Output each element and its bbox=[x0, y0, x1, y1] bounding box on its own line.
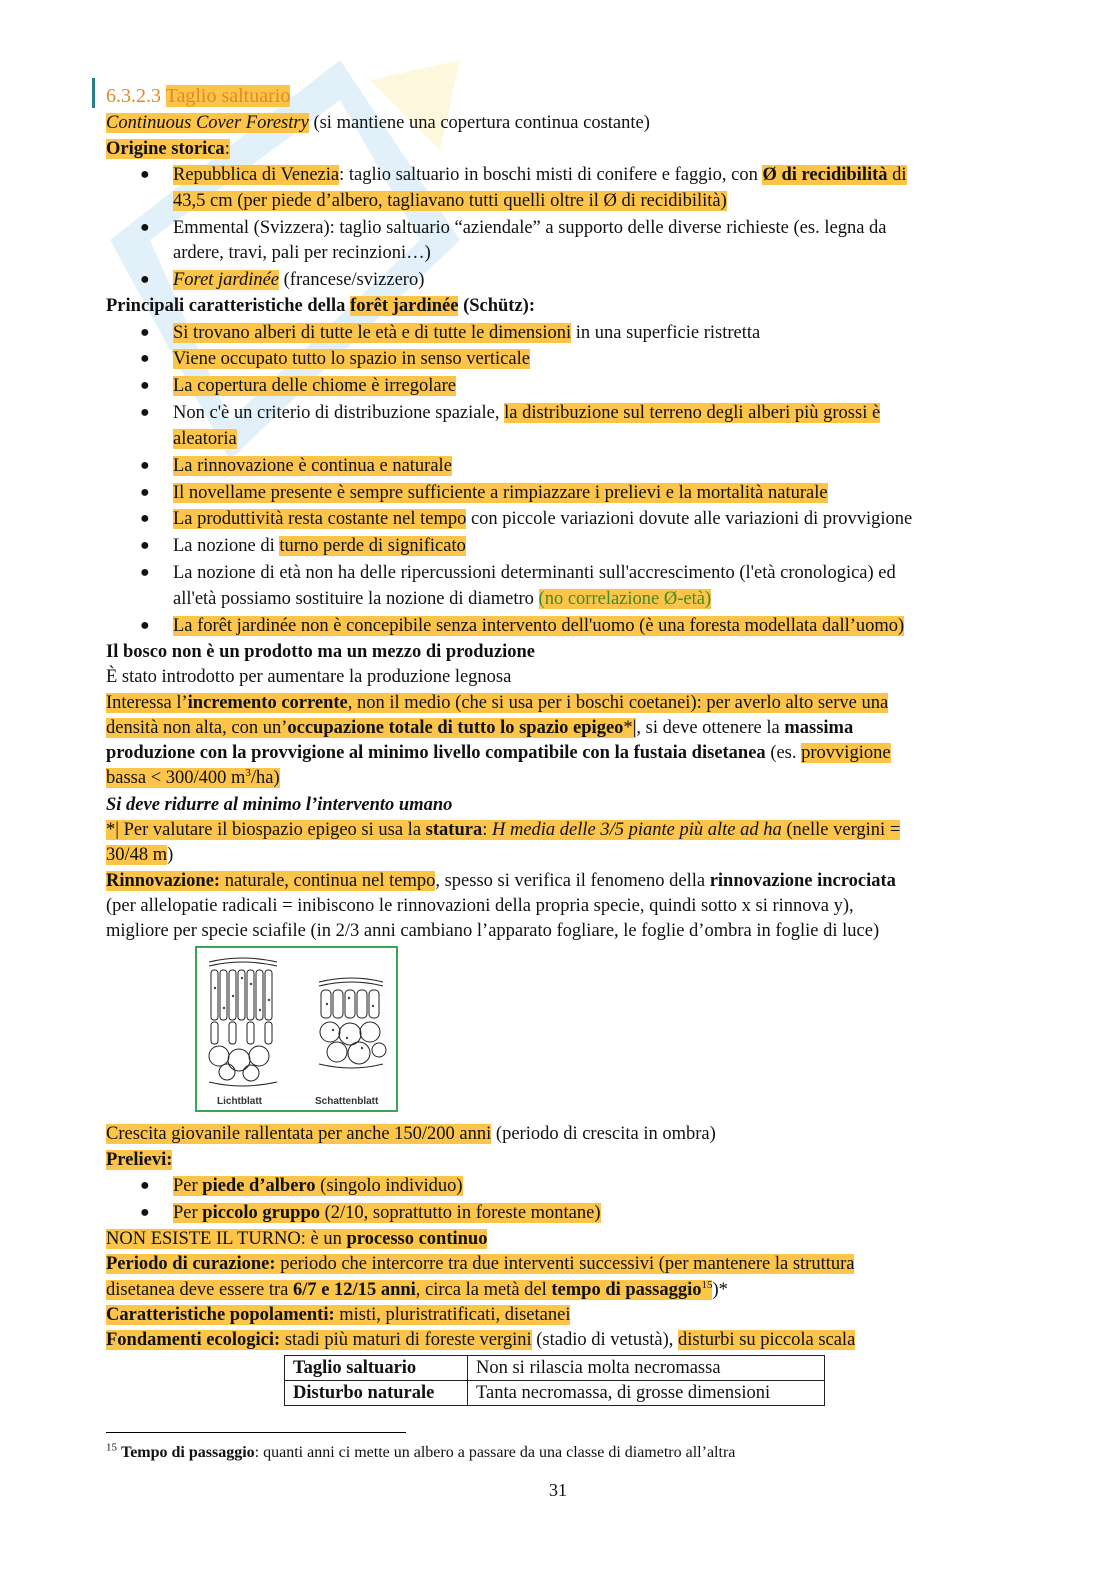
renewal-line-1: Rinnovazione: naturale, continua nel tempo, spesso si verifica il fenomeno della rinnovazione incrociata bbox=[106, 871, 896, 891]
feature-item-1: Si trovano alberi di tutte le età e di tutte le dimensioni in una superficie ristretta bbox=[173, 323, 761, 343]
origin-item-venezia-cont: 43,5 cm (per piede d’albero, tagliavano tutti quelli oltre il Ø di recidibilità) bbox=[173, 191, 727, 211]
footnote: $^{15}$ Tempo di passaggio: quanti anni ci mette un albero a passare da una classe di diametro all’altra bbox=[106, 1441, 736, 1461]
table-cell-value: Non si rilascia molta necromassa bbox=[468, 1356, 825, 1381]
stature-line-cont: 30/48 m) bbox=[106, 845, 174, 865]
bullet-dot: ● bbox=[140, 404, 150, 421]
renewal-line-2: (per allelopatie radicali = inibiscono le rinnovazioni della propria specie, quindi sotto x si rinnova y), bbox=[106, 896, 854, 916]
section-heading bbox=[106, 82, 290, 110]
feature-item-9: La nozione di età non ha delle ripercussioni determinanti sull'accrescimento (l'età cronologica) ed bbox=[173, 563, 896, 583]
feature-item-8: La nozione di turno perde di significato bbox=[173, 536, 466, 556]
origin-item-venezia: Repubblica di Venezia: taglio saltuario in boschi misti di conifere e faggio, con Ø di recidibilità di bbox=[173, 165, 907, 185]
heading-accent-bar bbox=[92, 78, 95, 108]
period-line-2: disetanea deve essere tra 6/7 e 12/15 anni, circa la metà del tempo di passaggio$^{15}$)* bbox=[106, 1278, 728, 1300]
bullet-dot: ● bbox=[140, 617, 150, 634]
table-row bbox=[285, 1356, 825, 1381]
human-intervention-note: Si deve ridurre al minimo l’intervento umano bbox=[106, 795, 453, 815]
production-title: Il bosco non è un prodotto ma un mezzo di produzione bbox=[106, 642, 535, 662]
feature-item-4-cont: aleatoria bbox=[173, 429, 237, 449]
features-heading: Principali caratteristiche della forêt jardinée (Schütz): bbox=[106, 296, 535, 316]
feature-item-5: La rinnovazione è continua e naturale bbox=[173, 456, 452, 476]
harvest-heading: Prelievi: bbox=[106, 1150, 173, 1170]
feature-item-4: Non c'è un criterio di distribuzione spaziale, la distribuzione sul terreno degli alberi più grossi è bbox=[173, 403, 881, 423]
leaf-section-drawing bbox=[197, 948, 396, 1110]
feature-item-2: Viene occupato tutto lo spazio in senso verticale bbox=[173, 349, 530, 369]
stature-line: *| Per valutare il biospazio epigeo si usa la statura: H media delle 3/5 piante più alte ad ha (nelle vergini = bbox=[106, 820, 901, 840]
bullet-dot: ● bbox=[140, 457, 150, 474]
table-cell-value: Tanta necromassa, di grosse dimensioni bbox=[468, 1381, 825, 1406]
origin-heading: Origine storica: bbox=[106, 139, 230, 159]
production-intro: È stato introdotto per aumentare la produzione legnosa bbox=[106, 667, 512, 687]
bullet-dot: ● bbox=[140, 510, 150, 527]
bullet-dot: ● bbox=[140, 1177, 150, 1194]
table-cell-key: Disturbo naturale bbox=[285, 1381, 468, 1406]
figure-label-schattenblatt: Schattenblatt bbox=[315, 1096, 379, 1107]
no-turn-line: NON ESISTE IL TURNO: è un processo continuo bbox=[106, 1229, 488, 1249]
bullet-dot: ● bbox=[140, 377, 150, 394]
production-line-3: produzione con la provvigione al minimo livello compatibile con la fustaia disetanea (es. provvigione bbox=[106, 743, 891, 763]
bullet-dot: ● bbox=[140, 537, 150, 554]
figure-label-lichtblatt: Lichtblatt bbox=[217, 1096, 262, 1107]
section-number: 6.3.2.3 bbox=[106, 85, 161, 107]
page-number: 31 bbox=[549, 1480, 567, 1500]
section-title: Taglio saltuario bbox=[165, 85, 291, 107]
stands-line: Caratteristiche popolamenti: misti, pluristratificati, disetanei bbox=[106, 1305, 571, 1325]
ecology-line: Fondamenti ecologici: stadi più maturi di foreste vergini (stadio di vetustà), disturbi su piccola scala bbox=[106, 1330, 856, 1350]
bullet-dot: ● bbox=[140, 324, 150, 341]
bullet-dot: ● bbox=[140, 166, 150, 183]
bullet-dot: ● bbox=[140, 271, 150, 288]
harvest-item-2: Per piccolo gruppo (2/10, soprattutto in foreste montane) bbox=[173, 1203, 601, 1223]
intro-term: Continuous Cover Forestry bbox=[106, 113, 309, 133]
table-row bbox=[285, 1381, 825, 1406]
feature-item-9-cont: all'età possiamo sostituire la nozione di diametro (no correlazione Ø-età) bbox=[173, 589, 712, 609]
production-line-2: densità non alta, con un’occupazione totale di tutto lo spazio epigeo*|, si deve ottenere la massima bbox=[106, 718, 854, 738]
table-cell-key: Taglio saltuario bbox=[285, 1356, 468, 1381]
bullet-dot: ● bbox=[140, 564, 150, 581]
period-line-1: Periodo di curazione: periodo che intercorre tra due interventi successivi (per mantenere la struttura bbox=[106, 1254, 855, 1274]
bullet-dot: ● bbox=[140, 350, 150, 367]
production-line-1: Interessa l’incremento corrente, non il medio (che si usa per i boschi coetanei): per averlo alto serve una bbox=[106, 693, 889, 713]
harvest-item-1: Per piede d’albero (singolo individuo) bbox=[173, 1176, 463, 1196]
feature-item-3: La copertura delle chiome è irregolare bbox=[173, 376, 456, 396]
origin-item-emmental-cont: ardere, travi, pali per recinzioni…) bbox=[173, 243, 431, 263]
bullet-dot: ● bbox=[140, 1204, 150, 1221]
renewal-line-3: migliore per specie sciafile (in 2/3 anni cambiano l’apparato fogliare, le foglie d’ombra in foglie di luce) bbox=[106, 921, 880, 941]
origin-item-emmental: Emmental (Svizzera): taglio saltuario “aziendale” a supporto delle diverse richieste (es. legna da bbox=[173, 218, 887, 238]
leaf-section-figure bbox=[195, 946, 398, 1112]
bullet-dot: ● bbox=[140, 484, 150, 501]
growth-line: Crescita giovanile rallentata per anche 150/200 anni (periodo di crescita in ombra) bbox=[106, 1124, 716, 1144]
footnote-separator bbox=[106, 1432, 406, 1433]
intro-line: Continuous Cover Forestry (si mantiene una copertura continua costante) bbox=[106, 113, 650, 133]
feature-item-7: La produttività resta costante nel tempo con piccole variazioni dovute alle variazioni di provvigione bbox=[173, 509, 913, 529]
production-line-4: bassa < 300/400 $m^3/ha$) bbox=[106, 766, 280, 788]
comparison-table bbox=[284, 1355, 825, 1406]
origin-item-foret: Foret jardinée (francese/svizzero) bbox=[173, 270, 425, 290]
bullet-dot: ● bbox=[140, 219, 150, 236]
feature-item-10: La forêt jardinée non è concepibile senza intervento dell'uomo (è una foresta modellata dall’uomo) bbox=[173, 616, 905, 636]
feature-item-6: Il novellame presente è sempre sufficiente a rimpiazzare i prelievi e la mortalità naturale bbox=[173, 483, 828, 503]
